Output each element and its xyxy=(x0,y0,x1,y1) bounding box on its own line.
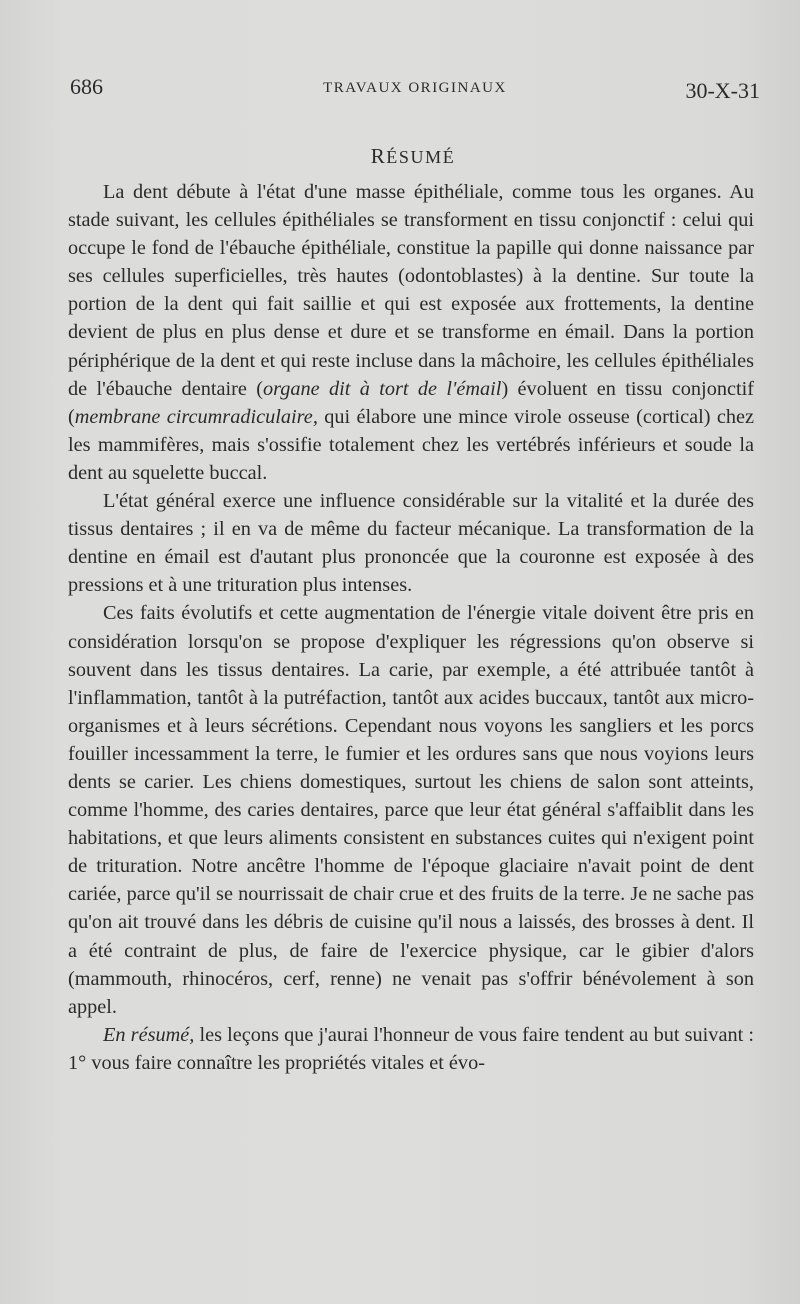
paragraph-text: les leçons que j'aurai l'honneur de vous faire tendent au but suivant : 1° vous faire connaître les propriétés vitales et évo- xyxy=(68,1023,754,1074)
section-title-initial: R xyxy=(370,144,387,168)
paragraph xyxy=(68,487,754,599)
date-reference: 30-X-31 xyxy=(685,78,760,103)
italic-term: membrane circumradiculaire, xyxy=(74,405,318,428)
page-header xyxy=(70,74,760,108)
paragraph-text: qui élabore une mince virole osseuse (cortical) chez les mammifères, mais s'ossifie totalement chez les vertébrés inférieurs et soude la dent au squelette buccal. xyxy=(68,405,754,484)
paragraph xyxy=(68,178,754,487)
paragraph-text: L'état général exerce une influence considérable sur la vitalité et la durée des tissus dentaires ; il en va de même du facteur mécanique. La transformation de la dentine en émail est d'autant plus prononcée que la couronne est exposée à des pressions et à une trituration plus intenses. xyxy=(68,490,754,597)
paragraph-text: La dent débute à l'état d'une masse épithéliale, comme tous les organes. Au stade suivant, les cellules épithéliales se transforment en tissu conjonctif : celui qui occupe le fond de l'ébauche épithéliale, constitue la papille qui donne naissance par ses cellules superficielles, très hautes (odontoblastes) à la dentine. Sur toute la portion de la dent qui fait saillie et qui est exposée aux frottements, la dentine devient de plus en plus dense et dure et se transforme en émail. Dans la portion périphérique de la dent et qui reste incluse dans la mâchoire, les cellules épithéliales de l'ébauche dentaire ( xyxy=(68,181,754,400)
paragraph xyxy=(68,1021,754,1077)
page-number: 686 xyxy=(70,74,103,99)
paragraph xyxy=(68,599,754,1020)
italic-lead: En résumé, xyxy=(103,1023,195,1046)
body-text xyxy=(68,178,754,1077)
italic-term: organe dit à tort de l'émail xyxy=(262,377,502,400)
paragraph-text: ) évoluent en tissu conjonctif ( xyxy=(68,377,754,428)
paragraph-text: Ces faits évolutifs et cette augmentation de l'énergie vitale doivent être pris en considération lorsqu'on se propose d'expliquer les régressions qu'on observe si souvent dans les tissus dentaires. La carie, par exemple, a été attribuée tantôt à l'inflammation, tantôt à la putréfaction, tantôt aux acides buccaux, tantôt aux micro-organismes et à leurs sécrétions. Cependant nous voyons les sangliers et les porcs fouiller incessamment la terre, le fumier et les ordures sans que nous voyions leurs dents se carier. Les chiens domestiques, surtout les chiens de salon sont atteints, comme l'homme, des caries dentaires, parce que leur état général s'affaiblit dans les habitations, et que leurs aliments consistent en substances cuites qui n'exigent point de trituration. Notre ancêtre l'homme de l'époque glaciaire n'avait point de dent cariée, parce qu'il se nourrissait de chair crue et des fruits de la terre. Je ne sache pas qu'on ait trouvé dans les débris de cuisine qu'il nous a laissés, des brosses à dent. Il a été contraint de plus, de faire de l'exercice physique, car le gibier d'alors (mammouth, rhinocéros, cerf, renne) ne venait pas s'offrir bénévolement à son appel. xyxy=(68,602,754,1018)
section-title-rest: ÉSUMÉ xyxy=(386,147,456,167)
running-title: TRAVAUX ORIGINAUX xyxy=(323,80,507,96)
section-title xyxy=(0,144,800,169)
